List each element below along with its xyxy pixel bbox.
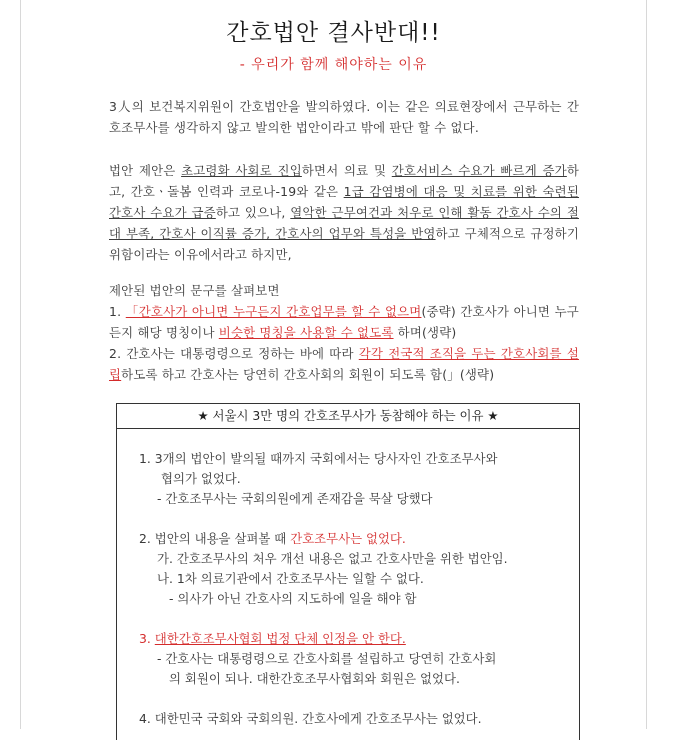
highlighted-phrase: 「간호사가 아니면 누구든지 간호업무를 할 수 없으며 — [125, 304, 422, 319]
highlighted-phrase: 비슷한 명칭을 사용할 수 없도록 — [218, 325, 394, 340]
bill-wording-paragraph — [109, 280, 579, 385]
highlighted-phrase: 각각 전국적 조직을 두는 간호사회를 설립 — [109, 346, 579, 382]
document-title: 간호법안 결사반대!! — [226, 20, 441, 46]
reasons-box — [116, 403, 580, 740]
reason-1-detail: - 간호조무사는 국회의원에게 존재감을 묵살 당했다 — [157, 491, 433, 506]
underlined-phrase: 간호서비스 수요가 빠르게 증가 — [391, 163, 567, 178]
reason-3-detail: - 간호사는 대통령령으로 간호사회를 설립하고 당연히 간호사회 — [157, 651, 497, 666]
text-segment: 하고 있으나, — [215, 205, 291, 220]
reason-3-continuation: 의 회원이 되나. 대한간호조무사협회와 회원은 없었다. — [169, 671, 460, 686]
highlighted-phrase: 대한간호조무사협회 법정 단체 인정을 안 한다. — [154, 631, 406, 646]
highlighted-phrase: 간호조무사는 없었다. — [290, 531, 406, 546]
intro-text: 3人의 보건복지위원이 간호법안을 발의하였다. 이는 같은 의료현장에서 근무하는 간호조무사를 생각하지 않고 발의한 법안이라고 밖에 판단 할 수 없다. — [109, 99, 579, 135]
item-number: 1. — [109, 304, 126, 319]
bill-intro: 제안된 법안의 문구를 살펴보면 — [109, 283, 280, 298]
text-segment: 2. 법안의 내용을 살펴볼 때 — [139, 531, 291, 546]
text-segment: 하면서 의료 및 — [301, 163, 392, 178]
bill-item-1 — [109, 301, 579, 343]
text-segment: 2. 간호사는 대통령령으로 정하는 바에 따라 — [109, 346, 359, 361]
reason-1-line: 1. 3개의 법안이 발의될 때까지 국회에서는 당사자인 간호조무사와 — [139, 451, 498, 466]
reason-2-sub-a: 가. 간호조무사의 처우 개선 내용은 없고 간호사만을 위한 법안임. — [157, 551, 508, 566]
text-segment: 법안 제안은 — [109, 163, 182, 178]
reason-3-line — [139, 629, 567, 649]
text-segment: 하며(생략) — [393, 325, 457, 340]
underlined-phrase: 열악한 근무여건과 처우로 인해 활동 간호사 수의 절대 부족, 간호사 이직률 증가, 간호사의 업무와 특성을 반영 — [109, 205, 579, 241]
reasons-box-heading: ★ 서울시 3만 명의 간호조무사가 동참해야 하는 이유 ★ — [117, 404, 579, 429]
document-subtitle: - 우리가 함께 해야하는 이유 — [239, 57, 428, 73]
text-segment: 하도록 하고 간호사는 당연히 간호사회의 회원이 되도록 함(」(생략) — [121, 367, 495, 382]
item-number: 3. — [139, 631, 155, 646]
intro-paragraph — [109, 96, 579, 138]
reason-2-sub-b: 나. 1차 의료기관에서 간호조무사는 일할 수 없다. — [157, 571, 424, 586]
reasons-box-body — [117, 429, 579, 729]
reason-1-continuation: 협의가 없었다. — [161, 471, 241, 486]
proposal-reason-paragraph — [109, 160, 579, 265]
document-page — [20, 0, 647, 729]
text-segment: (중략) 간호사가 아니면 누구든지 해당 명칭이나 — [109, 304, 579, 340]
bill-item-2 — [109, 343, 579, 385]
text-segment: 하고, 간호ㆍ돌봄 인력과 코로나-19와 같은 — [109, 163, 580, 199]
reason-4-line: 4. 대한민국 국회와 국회의원. 간호사에게 간호조무사는 없었다. — [139, 711, 482, 726]
underlined-phrase: 초고령화 사회로 진입 — [181, 163, 302, 178]
underlined-phrase: 1급 감염병에 대응 및 치료를 위한 숙련된 간호사 수요가 급증 — [109, 184, 580, 220]
text-segment: 하고 구체적으로 규정하기 위함이라는 이유에서라고 하지만, — [109, 226, 580, 262]
reason-2-line — [139, 529, 567, 549]
reason-2-detail: - 의사가 아닌 간호사의 지도하에 일을 해야 함 — [169, 591, 417, 606]
